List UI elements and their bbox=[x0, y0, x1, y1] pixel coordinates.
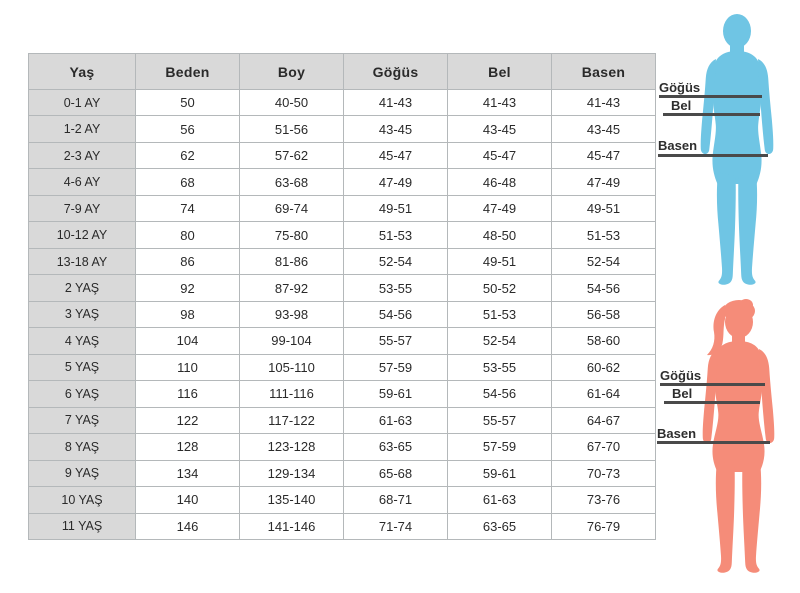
table-cell: 67-70 bbox=[552, 434, 656, 460]
table-cell: 92 bbox=[136, 275, 240, 301]
table-cell: 110 bbox=[136, 354, 240, 380]
table-row bbox=[29, 301, 656, 327]
table-cell: 43-45 bbox=[448, 116, 552, 142]
table-cell: 49-51 bbox=[448, 248, 552, 274]
table-cell: 52-54 bbox=[448, 328, 552, 354]
table-row bbox=[29, 381, 656, 407]
table-cell: 111-116 bbox=[240, 381, 344, 407]
table-cell: 56 bbox=[136, 116, 240, 142]
table-header bbox=[29, 54, 656, 90]
row-label: 6 YAŞ bbox=[29, 381, 136, 407]
table-row bbox=[29, 248, 656, 274]
table-cell: 41-43 bbox=[552, 90, 656, 116]
table-cell: 57-59 bbox=[344, 354, 448, 380]
table-cell: 69-74 bbox=[240, 195, 344, 221]
table-cell: 128 bbox=[136, 434, 240, 460]
table-row bbox=[29, 513, 656, 540]
table-body bbox=[29, 90, 656, 540]
column-header: Göğüs bbox=[344, 54, 448, 90]
table-cell: 46-48 bbox=[448, 169, 552, 195]
table-cell: 70-73 bbox=[552, 460, 656, 486]
table-cell: 68 bbox=[136, 169, 240, 195]
table-cell: 129-134 bbox=[240, 460, 344, 486]
column-header: Yaş bbox=[29, 54, 136, 90]
table-cell: 49-51 bbox=[552, 195, 656, 221]
table-cell: 65-68 bbox=[344, 460, 448, 486]
table-row bbox=[29, 434, 656, 460]
table-cell: 60-62 bbox=[552, 354, 656, 380]
row-label: 10 YAŞ bbox=[29, 487, 136, 513]
table-cell: 63-65 bbox=[448, 513, 552, 540]
table-cell: 47-49 bbox=[448, 195, 552, 221]
table-cell: 51-53 bbox=[552, 222, 656, 248]
girl-figure-silhouette bbox=[680, 297, 794, 581]
row-label: 0-1 AY bbox=[29, 90, 136, 116]
table-cell: 53-55 bbox=[344, 275, 448, 301]
row-label: 3 YAŞ bbox=[29, 301, 136, 327]
table-cell: 43-45 bbox=[344, 116, 448, 142]
table-cell: 61-63 bbox=[448, 487, 552, 513]
table-cell: 45-47 bbox=[448, 142, 552, 168]
table-cell: 45-47 bbox=[344, 142, 448, 168]
table-cell: 51-53 bbox=[448, 301, 552, 327]
table-cell: 52-54 bbox=[344, 248, 448, 274]
table-cell: 55-57 bbox=[344, 328, 448, 354]
table-row bbox=[29, 142, 656, 168]
girl-hip-line bbox=[657, 441, 770, 444]
girl-hip-label: Basen bbox=[657, 426, 697, 441]
table-row bbox=[29, 222, 656, 248]
size-table bbox=[28, 53, 656, 540]
table-cell: 59-61 bbox=[448, 460, 552, 486]
table-cell: 141-146 bbox=[240, 513, 344, 540]
column-header: Boy bbox=[240, 54, 344, 90]
table-cell: 93-98 bbox=[240, 301, 344, 327]
row-label: 1-2 AY bbox=[29, 116, 136, 142]
table-cell: 71-74 bbox=[344, 513, 448, 540]
girl-waist-line bbox=[664, 401, 760, 404]
table-row bbox=[29, 116, 656, 142]
table-cell: 140 bbox=[136, 487, 240, 513]
table-cell: 43-45 bbox=[552, 116, 656, 142]
table-cell: 63-68 bbox=[240, 169, 344, 195]
table-cell: 41-43 bbox=[344, 90, 448, 116]
child-waist-line bbox=[663, 113, 760, 116]
child-waist-label: Bel bbox=[671, 98, 692, 113]
table-row bbox=[29, 354, 656, 380]
table-cell: 64-67 bbox=[552, 407, 656, 433]
table-cell: 87-92 bbox=[240, 275, 344, 301]
table-cell: 105-110 bbox=[240, 354, 344, 380]
girl-chest-label: Göğüs bbox=[660, 368, 702, 383]
table-cell: 45-47 bbox=[552, 142, 656, 168]
column-header: Bel bbox=[448, 54, 552, 90]
child-hip-label: Basen bbox=[658, 138, 698, 153]
table-cell: 75-80 bbox=[240, 222, 344, 248]
table-cell: 61-63 bbox=[344, 407, 448, 433]
table-cell: 104 bbox=[136, 328, 240, 354]
table-cell: 58-60 bbox=[552, 328, 656, 354]
table-cell: 63-65 bbox=[344, 434, 448, 460]
girl-waist-label: Bel bbox=[672, 386, 693, 401]
table-cell: 56-58 bbox=[552, 301, 656, 327]
table-cell: 81-86 bbox=[240, 248, 344, 274]
table-cell: 73-76 bbox=[552, 487, 656, 513]
table-cell: 55-57 bbox=[448, 407, 552, 433]
table-row bbox=[29, 460, 656, 486]
table-row bbox=[29, 195, 656, 221]
child-figure-silhouette bbox=[685, 10, 789, 292]
table-cell: 62 bbox=[136, 142, 240, 168]
table-cell: 51-56 bbox=[240, 116, 344, 142]
table-cell: 50 bbox=[136, 90, 240, 116]
row-label: 7 YAŞ bbox=[29, 407, 136, 433]
column-header: Basen bbox=[552, 54, 656, 90]
row-label: 10-12 AY bbox=[29, 222, 136, 248]
table-cell: 57-62 bbox=[240, 142, 344, 168]
table-row bbox=[29, 328, 656, 354]
table-cell: 41-43 bbox=[448, 90, 552, 116]
table-cell: 135-140 bbox=[240, 487, 344, 513]
table-cell: 98 bbox=[136, 301, 240, 327]
row-label: 11 YAŞ bbox=[29, 513, 136, 540]
table-cell: 59-61 bbox=[344, 381, 448, 407]
table-cell: 54-56 bbox=[344, 301, 448, 327]
table-cell: 122 bbox=[136, 407, 240, 433]
table-cell: 61-64 bbox=[552, 381, 656, 407]
table-cell: 54-56 bbox=[552, 275, 656, 301]
table-cell: 57-59 bbox=[448, 434, 552, 460]
table-cell: 99-104 bbox=[240, 328, 344, 354]
table-cell: 49-51 bbox=[344, 195, 448, 221]
row-label: 5 YAŞ bbox=[29, 354, 136, 380]
table-cell: 146 bbox=[136, 513, 240, 540]
row-label: 8 YAŞ bbox=[29, 434, 136, 460]
row-label: 13-18 AY bbox=[29, 248, 136, 274]
table-cell: 47-49 bbox=[344, 169, 448, 195]
row-label: 2 YAŞ bbox=[29, 275, 136, 301]
column-header: Beden bbox=[136, 54, 240, 90]
table-cell: 54-56 bbox=[448, 381, 552, 407]
table-cell: 123-128 bbox=[240, 434, 344, 460]
table-row bbox=[29, 487, 656, 513]
table-row bbox=[29, 90, 656, 116]
table-cell: 68-71 bbox=[344, 487, 448, 513]
child-chest-label: Göğüs bbox=[659, 80, 701, 95]
row-label: 9 YAŞ bbox=[29, 460, 136, 486]
table-cell: 47-49 bbox=[552, 169, 656, 195]
row-label: 4-6 AY bbox=[29, 169, 136, 195]
table-cell: 116 bbox=[136, 381, 240, 407]
table-cell: 50-52 bbox=[448, 275, 552, 301]
row-label: 4 YAŞ bbox=[29, 328, 136, 354]
table-cell: 51-53 bbox=[344, 222, 448, 248]
table-row bbox=[29, 275, 656, 301]
table-cell: 86 bbox=[136, 248, 240, 274]
table-cell: 53-55 bbox=[448, 354, 552, 380]
table-cell: 134 bbox=[136, 460, 240, 486]
child-hip-line bbox=[658, 154, 768, 157]
row-label: 7-9 AY bbox=[29, 195, 136, 221]
table-cell: 48-50 bbox=[448, 222, 552, 248]
table-row bbox=[29, 169, 656, 195]
table-cell: 52-54 bbox=[552, 248, 656, 274]
table-cell: 76-79 bbox=[552, 513, 656, 540]
table-cell: 80 bbox=[136, 222, 240, 248]
row-label: 2-3 AY bbox=[29, 142, 136, 168]
table-row bbox=[29, 407, 656, 433]
table-cell: 74 bbox=[136, 195, 240, 221]
table-cell: 117-122 bbox=[240, 407, 344, 433]
table-cell: 40-50 bbox=[240, 90, 344, 116]
